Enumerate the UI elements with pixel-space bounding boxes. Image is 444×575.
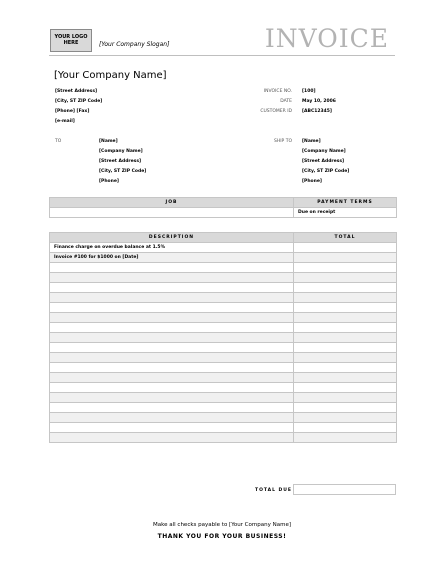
ship-to-street: [Street Address] <box>302 159 345 164</box>
company-street: [Street Address] <box>55 89 98 94</box>
ship-to-city: [City, ST ZIP Code] <box>302 169 350 174</box>
invoice-no-value: [100] <box>302 89 316 94</box>
table-row <box>50 313 397 323</box>
job-table-row <box>50 208 397 218</box>
company-email: [e-mail] <box>55 119 75 124</box>
date-label: DATE <box>280 99 292 104</box>
ship-to-label: SHIP TO <box>273 139 292 144</box>
job-table <box>49 197 397 218</box>
description-cell[interactable] <box>50 293 294 303</box>
payment-terms-cell[interactable]: Due on receipt <box>294 208 397 218</box>
to-label: TO <box>55 139 62 144</box>
table-row <box>50 423 397 433</box>
description-cell[interactable] <box>50 393 294 403</box>
description-cell[interactable] <box>50 263 294 273</box>
description-cell[interactable]: Finance charge on overdue balance at 1.5% <box>50 243 294 253</box>
ship-to-block <box>302 137 349 187</box>
line-total-cell[interactable] <box>294 303 397 313</box>
customer-id-label: CUSTOMER ID <box>260 109 292 114</box>
description-header: DESCRIPTION <box>50 233 294 243</box>
description-cell[interactable] <box>50 373 294 383</box>
line-total-cell[interactable] <box>294 313 397 323</box>
description-cell[interactable] <box>50 283 294 293</box>
description-cell[interactable] <box>50 383 294 393</box>
line-total-cell[interactable] <box>294 423 397 433</box>
table-row <box>50 283 397 293</box>
header-divider <box>49 55 395 56</box>
table-row <box>50 403 397 413</box>
invoice-title: INVOICE <box>264 24 389 53</box>
description-cell[interactable] <box>50 403 294 413</box>
description-cell[interactable] <box>50 333 294 343</box>
table-row <box>50 293 397 303</box>
company-slogan: [Your Company Slogan] <box>99 41 170 48</box>
bill-to-street: [Street Address] <box>99 159 142 164</box>
line-total-cell[interactable] <box>294 293 397 303</box>
table-row <box>50 363 397 373</box>
table-row <box>50 253 397 263</box>
line-total-cell[interactable] <box>294 363 397 373</box>
invoice-meta-labels <box>232 87 292 117</box>
line-total-cell[interactable] <box>294 383 397 393</box>
bill-to-company: [Company Name] <box>99 149 143 154</box>
customer-id-value: [ABC12345] <box>302 109 332 114</box>
line-total-cell[interactable] <box>294 433 397 443</box>
job-header: JOB <box>50 198 294 208</box>
line-total-cell[interactable] <box>294 283 397 293</box>
table-row <box>50 413 397 423</box>
line-total-cell[interactable] <box>294 353 397 363</box>
company-phone-fax: [Phone] [Fax] <box>55 109 90 114</box>
table-row <box>50 393 397 403</box>
description-cell[interactable] <box>50 353 294 363</box>
line-total-cell[interactable] <box>294 243 397 253</box>
description-cell[interactable] <box>50 423 294 433</box>
table-row <box>50 433 397 443</box>
items-table <box>49 232 397 443</box>
date-value: May 10, 2006 <box>302 99 336 104</box>
table-row <box>50 273 397 283</box>
invoice-no-label: INVOICE NO. <box>263 89 292 94</box>
table-row <box>50 373 397 383</box>
table-row <box>50 243 397 253</box>
description-cell[interactable] <box>50 413 294 423</box>
bill-to-city: [City, ST ZIP Code] <box>99 169 147 174</box>
thank-you-note: THANK YOU FOR YOUR BUSINESS! <box>157 533 287 540</box>
job-cell[interactable] <box>50 208 294 218</box>
table-row <box>50 263 397 273</box>
bill-to-block <box>99 137 146 187</box>
line-total-cell[interactable] <box>294 323 397 333</box>
description-cell[interactable] <box>50 323 294 333</box>
table-row <box>50 383 397 393</box>
line-total-cell[interactable] <box>294 413 397 423</box>
table-row <box>50 353 397 363</box>
company-city: [City, ST ZIP Code] <box>55 99 103 104</box>
table-row <box>50 303 397 313</box>
table-row <box>50 323 397 333</box>
line-total-cell[interactable] <box>294 253 397 263</box>
company-address-block <box>55 87 102 127</box>
description-cell[interactable] <box>50 313 294 323</box>
line-total-cell[interactable] <box>294 333 397 343</box>
job-table-header <box>50 198 397 208</box>
line-total-cell[interactable] <box>294 373 397 383</box>
payment-terms-header: PAYMENT TERMS <box>294 198 397 208</box>
ship-to-name: [Name] <box>302 139 321 144</box>
table-row <box>50 343 397 353</box>
bill-to-name: [Name] <box>99 139 118 144</box>
table-row <box>50 333 397 343</box>
description-cell[interactable] <box>50 363 294 373</box>
total-due-value[interactable] <box>293 484 396 495</box>
line-total-cell[interactable] <box>294 403 397 413</box>
line-total-cell[interactable] <box>294 263 397 273</box>
ship-to-phone: [Phone] <box>302 179 322 184</box>
line-total-cell[interactable] <box>294 393 397 403</box>
invoice-meta-values <box>302 87 336 117</box>
bill-to-phone: [Phone] <box>99 179 119 184</box>
line-total-cell[interactable] <box>294 343 397 353</box>
items-table-header <box>50 233 397 243</box>
description-cell[interactable] <box>50 433 294 443</box>
line-total-cell[interactable] <box>294 273 397 283</box>
total-due-label: TOTAL DUE <box>255 488 292 493</box>
description-cell[interactable] <box>50 303 294 313</box>
description-cell[interactable] <box>50 273 294 283</box>
checks-payable-note: Make all checks payable to [Your Company Name] <box>153 522 291 528</box>
company-logo-placeholder: YOUR LOGO HERE <box>50 29 92 52</box>
company-name: [Your Company Name] <box>54 70 167 81</box>
description-cell[interactable] <box>50 343 294 353</box>
total-header: TOTAL <box>294 233 397 243</box>
description-cell[interactable]: Invoice #100 for $1000 on [Date] <box>50 253 294 263</box>
ship-to-company: [Company Name] <box>302 149 346 154</box>
